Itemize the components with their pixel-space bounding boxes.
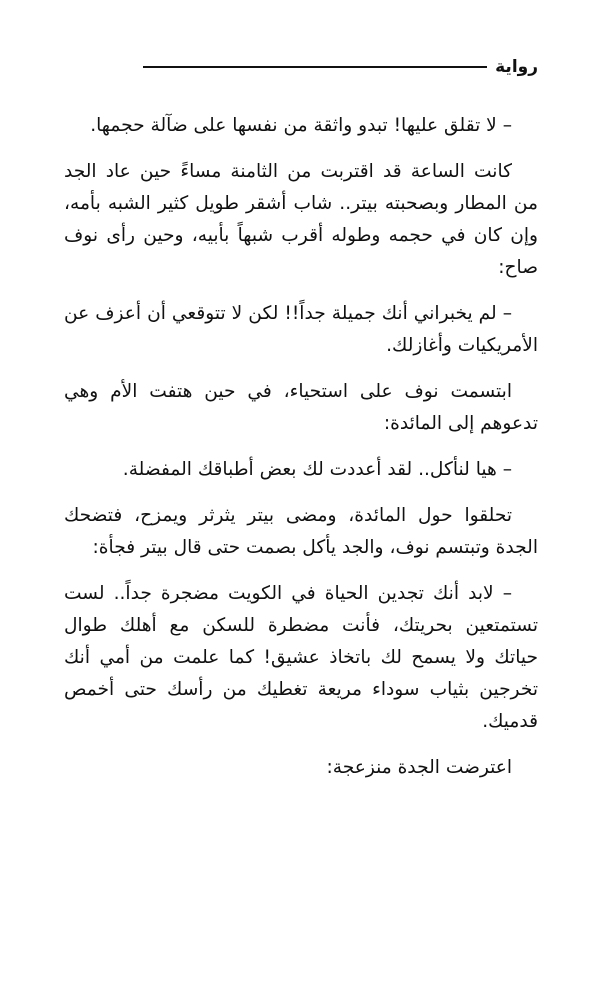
running-header — [78, 52, 538, 82]
header-rule — [143, 66, 487, 68]
narrative-paragraph: اعترضت الجدة منزعجة: — [326, 757, 512, 778]
narrative-paragraph: ابتسمت نوف على استحياء، في حين هتفت الأم وهي تدعوهم إلى المائدة: — [64, 381, 538, 434]
dialogue-paragraph: – هيا لنأكل.. لقد أعددت لك بعض أطباقك المفضلة. — [122, 459, 512, 480]
dialogue-paragraph: – لم يخبراني أنك جميلة جداً!! لكن لا تتوقعي أن أعزف عن الأمريكيات وأغازلك. — [64, 303, 538, 356]
narrative-paragraph: تحلقوا حول المائدة، ومضى بيتر يثرثر ويمزح، فتضحك الجدة وتبتسم نوف، والجد يأكل بصمت حتى قال بيتر فجأة: — [64, 505, 538, 558]
dialogue-paragraph: – لا تقلق عليها! تبدو واثقة من نفسها على ضآلة حجمها. — [90, 115, 512, 136]
body-text — [64, 110, 538, 798]
narrative-paragraph: كانت الساعة قد اقتربت من الثامنة مساءً حين عاد الجد من المطار وبصحبته بيتر.. شاب أشقر طويل كثير الشبه بأمه، وإن كان في حجمه وطوله أقرب شبهاً بأبيه، وحين رأى نوف صاح: — [64, 161, 538, 278]
dialogue-paragraph: – لابد أنك تجدين الحياة في الكويت مضجرة جداً.. لست تستمتعين بحريتك، فأنت مضطرة للسكن مع أهلك طوال حياتك ولا يسمح لك باتخاذ عشيق! كما علمت من أمي أنك تخرجين بثياب سوداء مريعة تغطيك من رأسك حتى أخمص قدميك. — [64, 583, 538, 732]
section-label: رواية — [495, 57, 538, 77]
